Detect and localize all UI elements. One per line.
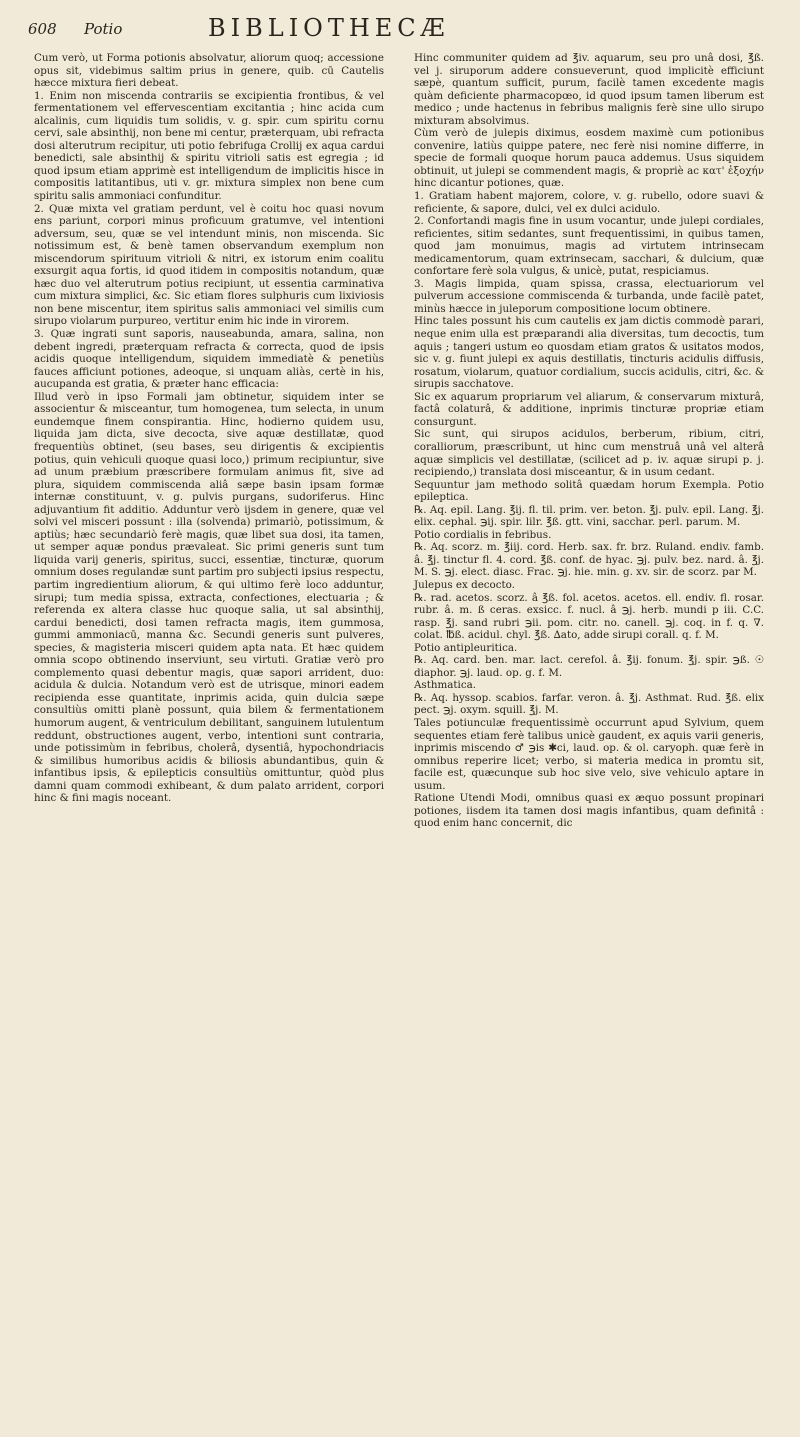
paragraph: Sic sunt, qui sirupos acidulos, berberum, ribium, citri, coralliorum, præscribunt, ut hinc cum menstruâ unâ vel alterâ aquæ simplicis vel destillatæ, (scilicet ad p. iv. aquæ sirupi p. j. recipiendo,) translata dosi misceantur, & in usum cedant. [414,428,764,479]
recipe-title: Julepus ex decocto. [414,578,515,591]
paragraph: 2. Quæ mixta vel gratiam perdunt, vel è coitu hoc quasi novum ens pariunt, corpori minus proficuum gratumve, vel intentioni adversum, seu, quæ se vel intendunt minis, non miscenda. Sic notissimum est, & benè tamen observandum exemplum non miscendorum spirituum vitrioli & nitri, ex istorum enim coalitu exsurgit aqua fortis, id quod itidem in compositis notandum, quæ hæc duo vel alterutrum potius recipiunt, ut essentia carminativa cum mixtura simplici, &c. Sic etiam flores sulphuris cum lixiviosis non bene miscentur, item spiritus salis ammoniaci vel similis cum sirupo violarum purpureo, vertitur enim hic inde in virorem. [34,202,384,328]
page-header [28,10,780,50]
paragraph: Illud verò in ipso Formali jam obtinetur, siquidem inter se associentur & misceantur, tum homogenea, tum selecta, in unum eundemque finem conspirantia. Hinc, hodierno quidem usu, liquida jam dicta, sive decocta, sive aquæ destillatæ, quod frequentiùs obtinet, (seu bases, seu dirigentis & excipientis potius, quin vehiculi quoque quasi loco,) primum recipiuntur, sive ad unum præbium præscribere formulam animus fit, sive ad plura, siquidem commiscenda aliâ sæpe basin ipsam formæ internæ constituunt, v. g. pulvis purgans, sudoriferus. Hinc adjuvantium fit additio. Adduntur verò ijsdem in genere, quæ vel solvi vel misceri possunt : illa (solvenda) primariò, potissimum, & aptiùs; hæc secundariò ferè magis, quæ libet sua dosi, ita tamen, ut semper aquæ pondus prævaleat. Sic primi generis sunt tum liquida varij generis, spiritus, succi, essentiæ, tincturæ, quorum omnium doses regulandæ sunt partim pro subjecti ipsius respectu, partim ingredientium aliorum, & qui ultimo ferè loco adduntur, sirupi; tum media spissa, extracta, confectiones, electuaria ; & referenda ex altera classe huc quoque salia, ut sal absinthij, cardui benedicti, dosi tamen refracta magis, item gummosa, gummi ammoniacū, manna &c. Secundi generis sunt pulveres, species, & magisteria misceri quidem apta nata. Et hæc quidem omnia scopo obtinendo inserviunt, seu virtuti. Gratiæ verò pro complemento quasi debentur magis, quæ sapori arrident, duo: acidula & dulcia. Notandum verò est de utrisque, minori eadem recipienda esse quantitate, inprimis acida, quin dulcia sæpe consultiùs omitti planè possunt, quia bilem & fermentationem humorum augent, & ventriculum debilitant, sanguinem lutulentum reddunt, obstructiones augent, verbo, intentioni sunt contraria, unde potissimùm in febribus, cholerâ, dysentiâ, hypochondriacis & similibus humoribus acidis & biliosis abundantibus, quin & infantibus ipsis, & epilepticis consultiùs omittuntur, quòd plus damni quam commodi exhibeant, & dum palato arrident, corpori hinc & fini magis noceant. [34,390,384,805]
recipe: ℞. Aq. epil. Lang. ℥ij. fl. til. prim. ver. beton. ℥j. pulv. epil. Lang. ℥j. elix. cephal. ℈ij. spir. lilr. ℥ß. gtt. vini, sacchar. perl. parum. M. [414,503,764,529]
paragraph: 2. Confortandi magis fine in usum vocantur, unde julepi cordiales, reficientes, sitim sedantes, sunt frequentissimi, in quibus tamen, quod jam monuimus, magis ad virtutem intrinsecam medicamentorum, quam extrinsecam, sacchari, & dulcium, quæ confortare ferè sola vulgus, & unicè, putat, respiciamus. [414,215,764,278]
paragraph: Sic ex aquarum propriarum vel aliarum, & conservarum mixturâ, factâ colaturâ, & additione, inprimis tincturæ propriæ etiam consurgunt. [414,390,764,428]
paragraph: Hinc tales possunt his cum cautelis ex jam dictis commodè parari, neque enim ulla est præparandi alia diversitas, tum decoctis, tum aquis ; tangeri ustum eo quosdam etiam gratos & usitatos modos, sic v. g. fiunt julepi ex aquis destillatis, tincturis acidulis diffusis, rosatum, violarum, quatuor cordialium, succis acidulis, citri, &c. & sirupis sacchatove. [414,315,764,391]
paragraph: Cum verò, ut Forma potionis absolvatur, aliorum quoq; accessione opus sit, videbimus saltim prius in genere, quib. cū Cautelis hæcce mixtura fieri debeat. [34,52,384,90]
paragraph: 3. Quæ ingrati sunt saporis, nauseabunda, amara, salina, non debent ingredi, præterquam refracta & correcta, quod de ipsis acidis quoque intelligendum, siquidem immediatè & penetiùs fauces afficiunt potiones, adeoque, si unquam aliàs, certè in his, aucupanda est gratia, & præter hanc efficacia: [34,328,384,391]
paragraph: Cùm verò de julepis diximus, eosdem maximè cum potionibus convenire, latiùs quippe patere, nec ferè nisi nomine differre, in specie de formali quoque horum pauca addemus. Usus siquidem obtinuit, ut julepi se commendent magis, & propriè ac κατ' ἐξοχήν hinc dicantur potiones, quæ. [414,127,764,190]
left-column [34,52,384,805]
recipe: ℞. Aq. card. ben. mar. lact. cerefol. â. ℥ij. fonum. ℥j. spir. ℈ß. ☉ diaphor. ℈j. laud. op. g. f. M. [414,654,764,679]
recipe-title: Asthmatica. [414,679,477,692]
paragraph: Hinc communiter quidem ad ℥iv. aquarum, seu pro unâ dosi, ℥ß. vel j. siruporum addere consueverunt, quod implicitè efficiunt sæpè, quantum sufficit, purum, facilè tamen excedente magis quàm deficiente pharmacopœo, id quod ipsum tamen liberum est medico ; unde hactenus in febribus malignis ferè sine ullo sirupo mixturam absolvimus. [414,52,764,127]
book-title: BIBLIOTHECÆ [208,14,450,42]
recipe-title: Potio antipleuritica. [414,641,518,654]
paragraph: Ratione Utendi Modi, omnibus quasi ex æquo possunt propinari potiones, iisdem ita tamen dosi magis infantibus, quam definitâ : quod enim hanc concernit, dic [414,792,764,830]
recipe: ℞. rad. acetos. scorz. â ℥ß. fol. acetos. acetos. ell. endiv. fl. rosar. rubr. â. m. ß ceras. exsicc. f. nucl. â ℈j. herb. mundi p iii. C.C. rasp. ℥j. sand rubri ℈ii. pom. citr. no. canell. ℈j. coq. in f. q. ∇. colat. ℔ß. acidul. chyl. ℥ß. ∆ato, adde sirupi corall. q. f. M. [414,591,764,642]
paragraph: Tales potiunculæ frequentissimè occurrunt apud Sylvium, quem sequentes etiam ferè talibus unicè gaudent, ex aquis varii generis, inprimis miscendo ♂ ℈is ✱ci, laud. op. & ol. caryoph. quæ ferè in omnibus reperire licet; verbo, si materia medica in promtu sit, facile est, quæcunque sub hoc sive velo, sive vehiculo aptare in usum. [414,716,764,792]
recipe: ℞. Aq. scorz. m. ℥iij. cord. Herb. sax. fr. brz. Ruland. endiv. famb. â. ℥j. tinctur fl. 4. cord. ℥ß. conf. de hyac. ℈j. pulv. bez. nard. â. ℥j. M. S. ℈j. elect. diasc. Frac. ℈j. hie. min. g. xv. sir. de scorz. par M. [414,541,764,579]
paragraph: 1. Enim non miscenda contrariis se excipientia frontibus, & vel fermentationem vel effervescentiam excitantia ; hinc acida cum alcalinis, cum liquidis tum solidis, v. g. spir. cum spiritu cornu cervi, sale absinthij, non bene mi centur, præterquam, ubi refracta dosi alterutrum recipitur, uti potio febrifuga Crollij ex aqua cardui benedicti, sale absinthij & spiritu vitrioli satis est egregia ; id quod ipsum etiam apprimè est intelligendum de implicitis hisce in compositis latitantibus, uti v. gr. mixtura simplex non bene cum spiritu salis ammoniaci confunditur. [34,89,384,203]
page-number: 608 [28,20,57,38]
running-head: Potio [84,20,123,38]
recipe-title: Potio cordialis in febribus. [414,528,552,541]
right-column [414,52,764,830]
paragraph: 1. Gratiam habent majorem, colore, v. g. rubello, odore suavi & reficiente, & sapore, dulci, vel ex dulci acidulo. [414,190,764,215]
paragraph: 3. Magis limpida, quam spissa, crassa, electuariorum vel pulverum accessione commiscenda & turbanda, unde facilè patet, minùs hæcce in juleporum compositione locum obtinere. [414,277,764,315]
recipe: ℞. Aq. hyssop. scabios. farfar. veron. â. ℥j. Asthmat. Rud. ℥ß. elix pect. ℈j. oxym. squill. ℥j. M. [414,691,764,717]
paragraph: Sequuntur jam methodo solitâ quædam horum Exempla. Potio epileptica. [414,478,764,504]
